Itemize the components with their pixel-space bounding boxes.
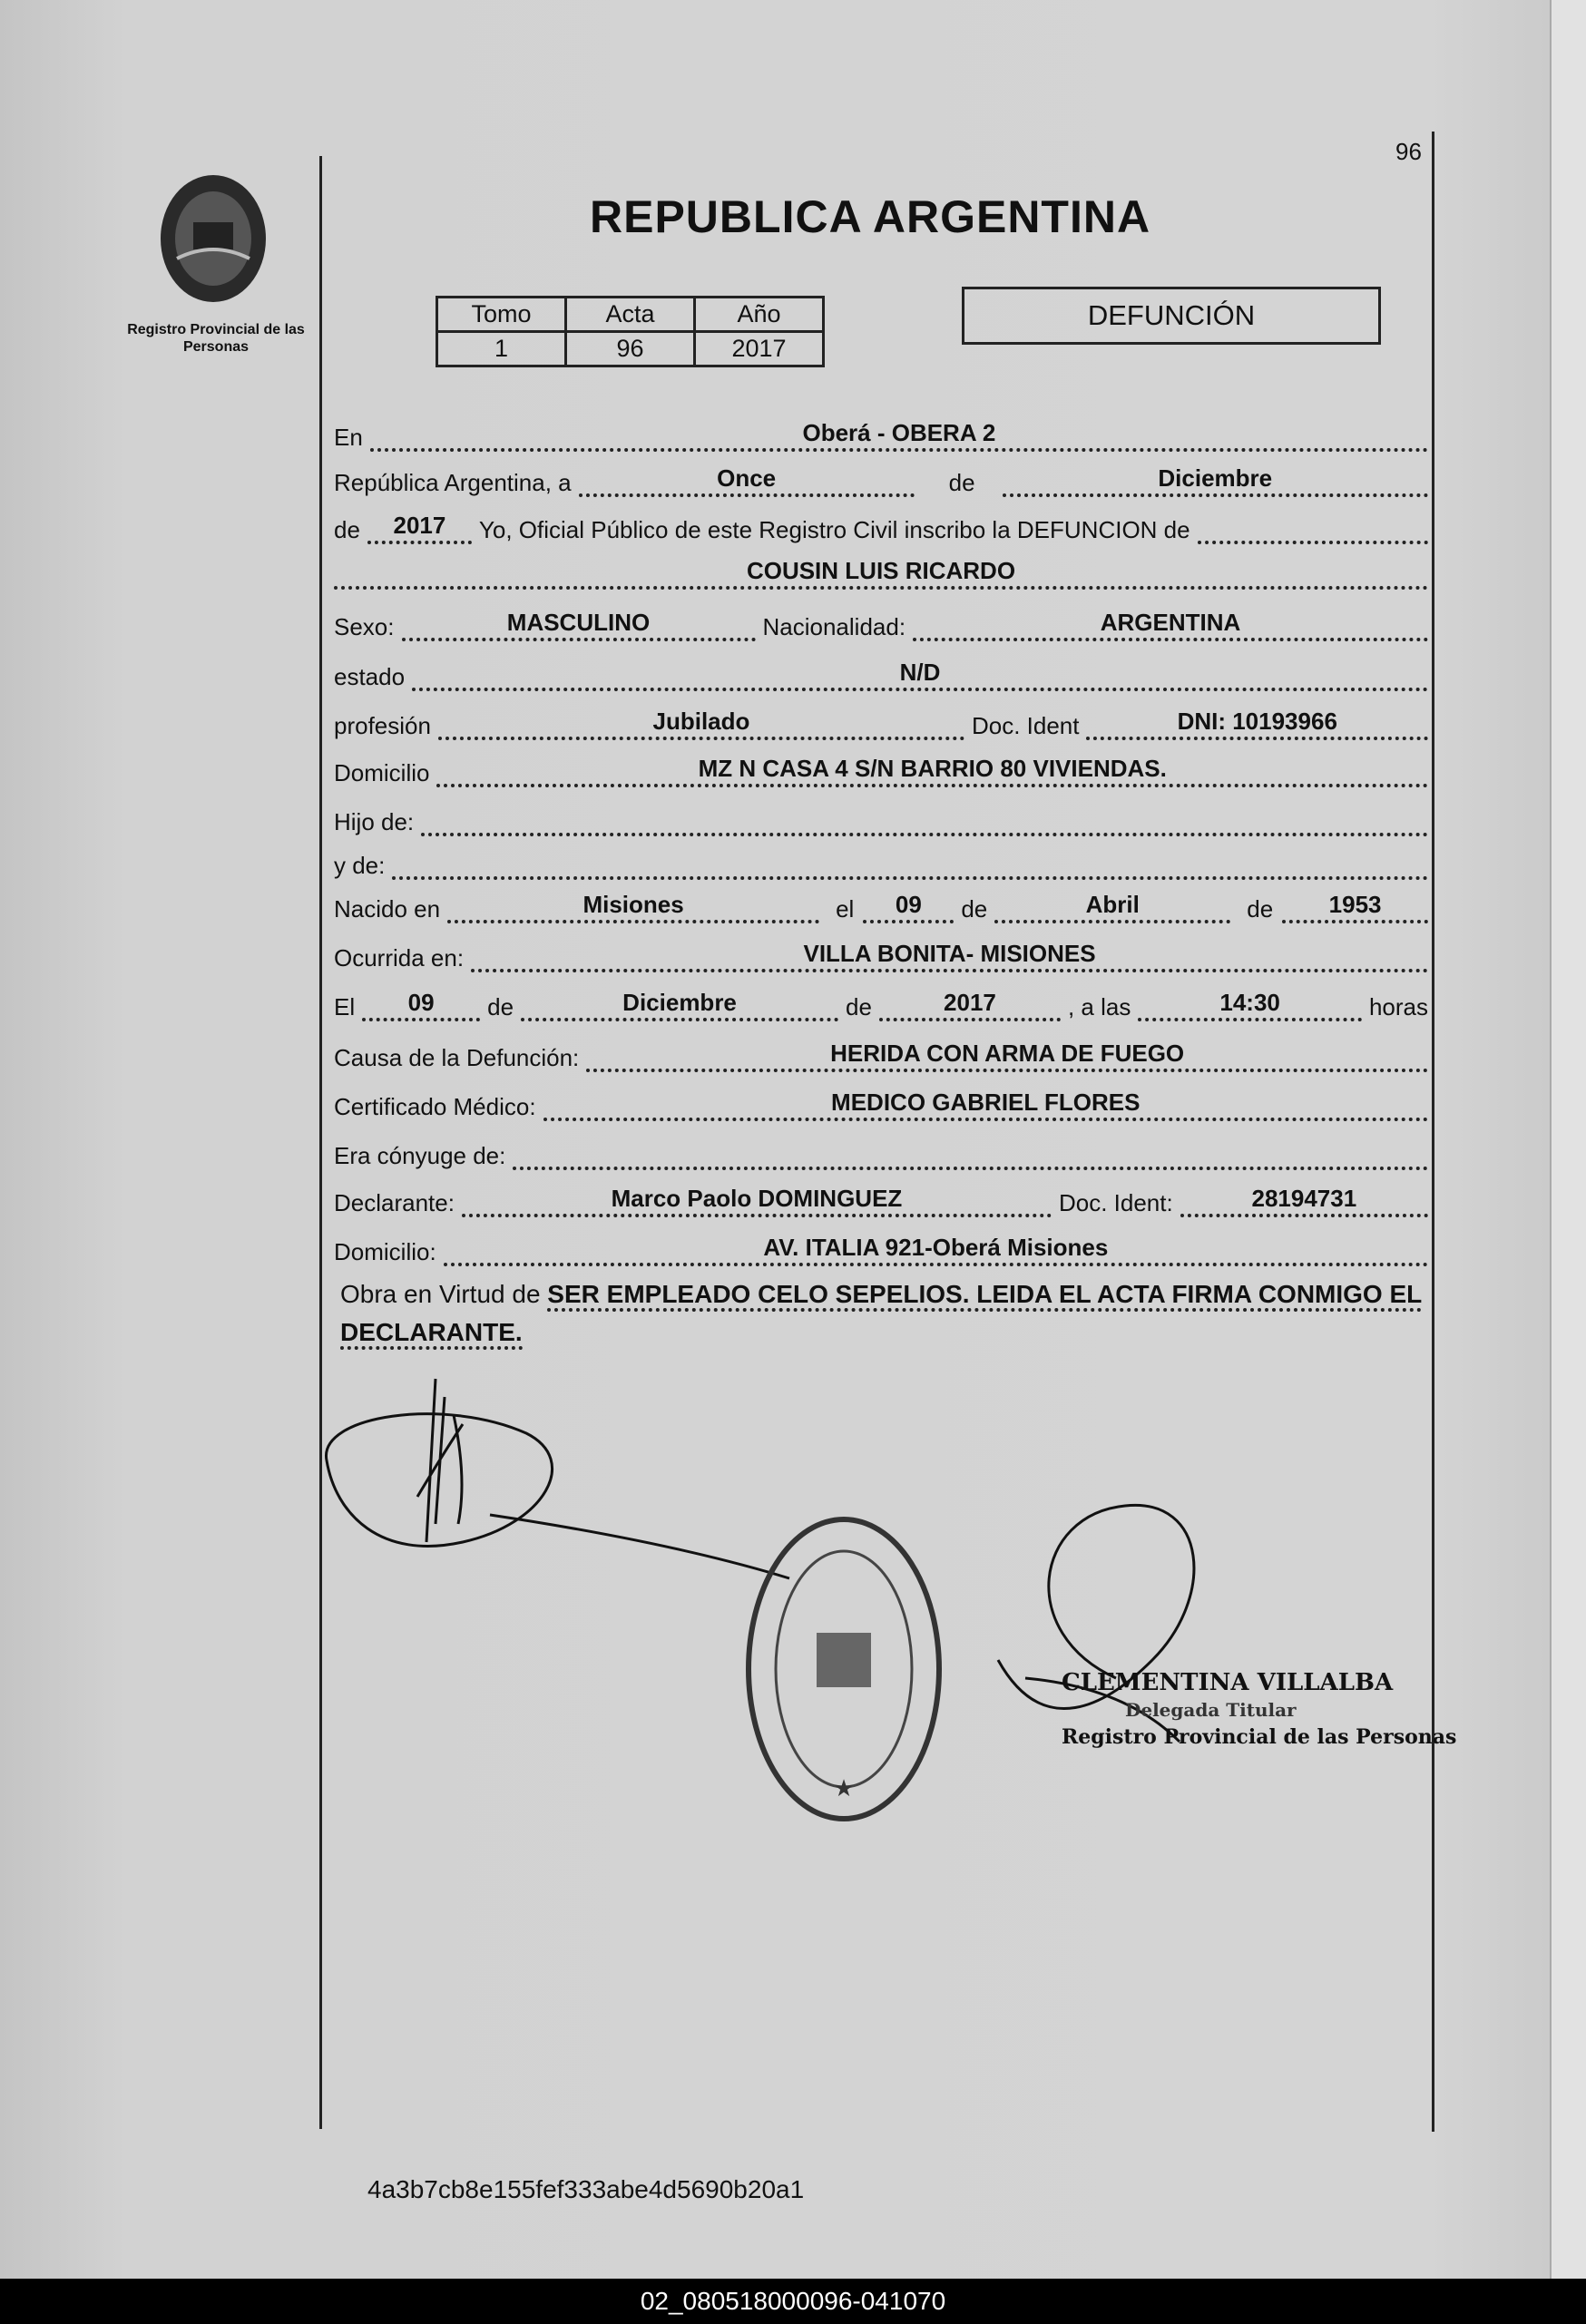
page-title: REPUBLICA ARGENTINA <box>590 191 1151 242</box>
field-nac-mes: Abril <box>994 891 1230 923</box>
row-yde <box>334 844 1435 880</box>
row-sexo <box>334 605 1435 641</box>
field-hijo <box>421 804 1428 836</box>
row-profesion <box>334 704 1435 740</box>
row-conyuge <box>334 1134 1435 1170</box>
header-tomo: Tomo <box>437 298 566 332</box>
field-certificado: MEDICO GABRIEL FLORES <box>543 1089 1428 1121</box>
value-tomo: 1 <box>437 332 566 366</box>
label: Domicilio <box>334 759 430 786</box>
signatures-and-stamp <box>308 1361 1397 1850</box>
label: profesión <box>334 712 431 739</box>
field-nombre: COUSIN LUIS RICARDO <box>334 557 1428 590</box>
label: , a las <box>1067 993 1131 1020</box>
row-ocurrida <box>334 936 1435 972</box>
row-domicilio <box>334 751 1435 787</box>
label: El <box>334 993 356 1020</box>
official-org: Registro Provincial de las Personas <box>1062 1725 1457 1749</box>
label: Era cónyuge de: <box>334 1142 506 1169</box>
row-hijo <box>334 800 1435 836</box>
field-sexo: MASCULINO <box>402 609 756 641</box>
svg-text:★: ★ <box>833 1774 855 1802</box>
label: Hijo de: <box>334 808 415 835</box>
field-nacionalidad: ARGENTINA <box>913 609 1428 641</box>
row-fecha <box>334 461 1435 497</box>
row-obra <box>340 1275 1465 1352</box>
document-type-box: DEFUNCIÓN <box>962 287 1381 345</box>
field-mes: Diciembre <box>1003 464 1428 497</box>
page-edge <box>1550 0 1586 2279</box>
field-obra: SER EMPLEADO CELO SEPELIOS. LEIDA EL ACTA FIRMA CONMIGO EL DECLARANTE. <box>340 1280 1422 1350</box>
row-estado <box>334 655 1435 691</box>
label: Ocurrida en: <box>334 944 465 972</box>
field-nacido-en: Misiones <box>447 891 819 923</box>
official-name: CLEMENTINA VILLALBA <box>1062 1669 1394 1696</box>
field-def-mes: Diciembre <box>521 989 838 1021</box>
official-role: Delegada Titular <box>1125 1699 1297 1721</box>
row-en <box>334 415 1435 452</box>
field-domicilio: MZ N CASA 4 S/N BARRIO 80 VIVIENDAS. <box>436 755 1428 787</box>
field-def-dia: 09 <box>362 989 480 1021</box>
field-lugar: Oberá - OBERA 2 <box>370 419 1428 452</box>
label: Doc. Ident <box>971 712 1080 739</box>
field-def-anio: 2017 <box>879 989 1061 1021</box>
label: de <box>1247 895 1274 923</box>
row-decl-domicilio <box>334 1230 1435 1266</box>
label: el <box>836 895 855 923</box>
official-seal <box>749 1519 939 1819</box>
field-hora: 14:30 <box>1138 989 1362 1021</box>
label: Doc. Ident: <box>1058 1189 1173 1216</box>
field-dia: Once <box>579 464 915 497</box>
label: Sexo: <box>334 613 395 640</box>
file-caption: 02_080518000096-041070 <box>0 2279 1586 2324</box>
field-estado: N/D <box>412 659 1428 691</box>
label: Yo, Oficial Público de este Registro Civil inscribo la DEFUNCION de <box>478 516 1190 543</box>
document-hash: 4a3b7cb8e155fef333abe4d5690b20a1 <box>367 2175 805 2203</box>
value-anio: 2017 <box>695 332 824 366</box>
label: estado <box>334 663 406 690</box>
label: Obra en Virtud de <box>340 1280 541 1308</box>
field-conyuge <box>513 1138 1428 1170</box>
field-nac-anio: 1953 <box>1282 891 1428 923</box>
field-ocurrida: VILLA BONITA- MISIONES <box>471 940 1428 972</box>
label: Certificado Médico: <box>334 1093 536 1120</box>
row-certificado <box>334 1085 1435 1121</box>
official-signature-block <box>1062 1669 1456 1751</box>
row-declarante <box>334 1181 1435 1217</box>
label: Causa de la Defunción: <box>334 1044 580 1071</box>
row-nacido <box>334 887 1435 923</box>
header-anio: Año <box>695 298 824 332</box>
label: Nacionalidad: <box>762 613 906 640</box>
field-decl-doc: 28194731 <box>1180 1185 1428 1217</box>
label: de <box>487 993 514 1020</box>
label: En <box>334 424 363 451</box>
field-nac-dia: 09 <box>863 891 954 923</box>
label: Declarante: <box>334 1189 455 1216</box>
label: de <box>846 993 872 1020</box>
declarante-signature <box>326 1379 789 1578</box>
label: horas <box>1368 993 1428 1020</box>
row-nombre <box>334 553 1435 590</box>
logo-caption: Registro Provincial de las Personas <box>127 322 305 355</box>
value-acta: 96 <box>566 332 695 366</box>
field-declarante: Marco Paolo DOMINGUEZ <box>462 1185 1052 1217</box>
label: Nacido en <box>334 895 441 923</box>
field-profesion: Jubilado <box>438 708 964 740</box>
row-anio <box>334 508 1435 544</box>
label: República Argentina, a <box>334 469 572 496</box>
field-yde <box>392 847 1428 880</box>
row-fecha-defuncion <box>334 985 1435 1021</box>
field-blank <box>1198 512 1428 544</box>
header-acta: Acta <box>566 298 695 332</box>
field-anio: 2017 <box>367 512 472 544</box>
field-doc: DNI: 10193966 <box>1086 708 1428 740</box>
field-causa: HERIDA CON ARMA DE FUEGO <box>586 1040 1428 1072</box>
misiones-coat-of-arms-logo <box>150 168 277 308</box>
label: de <box>948 469 975 496</box>
label: y de: <box>334 852 386 879</box>
field-decl-domicilio: AV. ITALIA 921-Oberá Misiones <box>444 1234 1428 1266</box>
label: de <box>334 516 360 543</box>
row-causa <box>334 1036 1435 1072</box>
record-table <box>436 296 825 367</box>
page-number: 96 <box>1395 138 1422 165</box>
label: de <box>961 895 988 923</box>
label: Domicilio: <box>334 1238 436 1265</box>
